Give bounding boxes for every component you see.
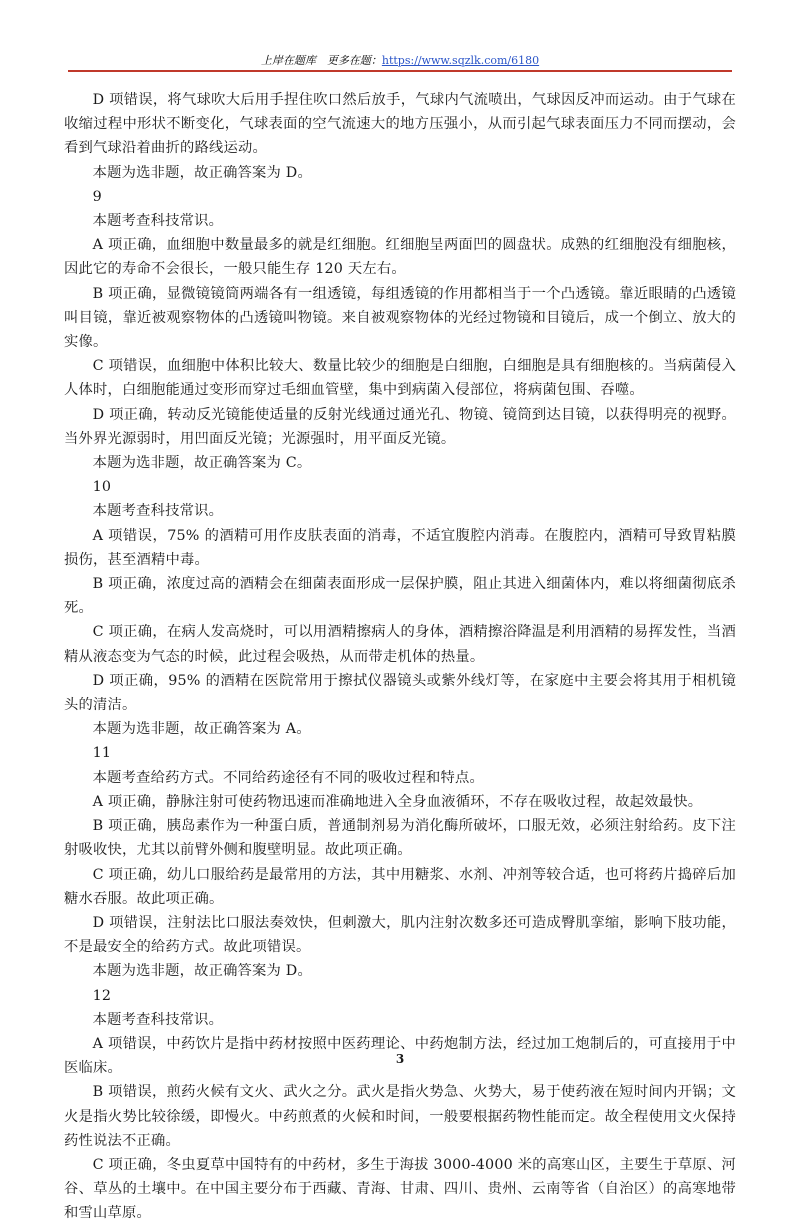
paragraph: B 项正确，胰岛素作为一种蛋白质，普通制剂易为消化酶所破坏，口服无效，必须注射给药。皮下注射吸收快，尤其以前臂外侧和腹壁明显。故此项正确。 xyxy=(64,818,736,859)
header-link[interactable]: https://www.sqzlk.com/6180 xyxy=(381,54,540,67)
paragraph: C 项正确，冬虫夏草中国特有的中药材，多生于海拔 3000-4000 米的高寒山区，主要生于草原、河谷、草丛的土壤中。在中国主要分布于西藏、青海、甘肃、四川、贵州、云南等省（自治区）的高寒地带和雪山草原。 xyxy=(64,1156,736,1222)
paragraph: A 项正确，静脉注射可使药物迅速而准确地进入全身血液循环，不存在吸收过程，故起效最快。 xyxy=(92,793,703,810)
paragraph: C 项正确，幼儿口服给药是最常用的方法，其中用糖浆、水剂、冲剂等较合适，也可将药片捣碎后加糖水吞服。故此项正确。 xyxy=(64,866,736,907)
paragraph: 本题考查科技常识。 xyxy=(92,1011,224,1028)
paragraph: B 项正确，显微镜镜筒两端各有一组透镜，每组透镜的作用都相当于一个凸透镜。靠近眼睛的凸透镜叫目镜，靠近被观察物体的凸透镜叫物镜。来自被观察物体的光经过物镜和目镜后，成一个倒立、放大的实像。 xyxy=(64,285,736,351)
question-number: 11 xyxy=(92,745,112,762)
paragraph: 本题考查科技常识。 xyxy=(92,213,224,230)
paragraph: D 项正确，95% 的酒精在医院常用于擦拭仪器镜头或紫外线灯等，在家庭中主要会将其用于相机镜头的清洁。 xyxy=(64,672,736,714)
paragraph: D 项错误，注射法比口服法奏效快，但刺激大，肌内注射次数多还可造成臀肌挛缩，影响下肢功能，不是最安全的给药方式。故此项错误。 xyxy=(64,914,736,956)
paragraph: B 项正确，浓度过高的酒精会在细菌表面形成一层保护膜，阻止其进入细菌体内，难以将细菌彻底杀死。 xyxy=(64,576,736,617)
paragraph: 本题考查科技常识。 xyxy=(92,503,224,520)
paragraph: A 项错误，75% 的酒精可用作皮肤表面的消毒，不适宜腹腔内消毒。在腹腔内，酒精可导致胃粘膜损伤，甚至酒精中毒。 xyxy=(64,527,736,568)
paragraph: D 项正确，转动反光镜能使适量的反射光线通过通光孔、物镜、镜筒到达目镜，以获得明亮的视野。当外界光源弱时，用凹面反光镜；光源强时，用平面反光镜。 xyxy=(64,406,736,447)
paragraph: 本题为选非题，故正确答案为 D。 xyxy=(92,963,312,980)
paragraph: C 项错误，血细胞中体积比较大、数量比较少的细胞是白细胞，白细胞是具有细胞核的。当病菌侵入人体时，白细胞能通过变形而穿过毛细血管壁，集中到病菌入侵部位，将病菌包围、吞噬。 xyxy=(64,358,736,399)
paragraph: 本题考查给药方式。不同给药途径有不同的吸收过程和特点。 xyxy=(92,769,485,786)
question-number: 12 xyxy=(92,987,112,1004)
paragraph: A 项错误，中药饮片是指中药材按照中医药理论、中药炮制方法，经过加工炮制后的，可直接用于中医临床。 xyxy=(64,1035,736,1077)
paragraph: 本题为选非题，故正确答案为 A。 xyxy=(92,721,311,738)
paragraph: C 项正确，在病人发高烧时，可以用酒精擦病人的身体，酒精擦浴降温是利用酒精的易挥发性，当酒精从液态变为气态的时候，此过程会吸热，从而带走机体的热量。 xyxy=(64,624,736,665)
paragraph: D 项错误，将气球吹大后用手捏住吹口然后放手，气球内气流喷出，气球因反冲而运动。由于气球在收缩过程中形状不断变化，气球表面的空气流速大的地方压强小，从而引起气球表面压力不同而摆动，会看到气球沿着曲折的路线运动。 xyxy=(64,92,736,157)
page-header xyxy=(68,52,732,68)
question-number: 9 xyxy=(92,188,102,205)
header-text: 上岸在题库 更多在题： xyxy=(260,54,382,67)
paragraph: B 项错误，煎药火候有文火、武火之分。武火是指火势急、火势大，易于使药液在短时间内开锅；文火是指火势比较徐缓，即慢火。中药煎煮的火候和时间，一般要根据药物性能而定。故全程使用文火保持药性说法不正确。 xyxy=(64,1084,736,1149)
question-number: 10 xyxy=(92,479,112,496)
paragraph: A 项正确，血细胞中数量最多的就是红细胞。红细胞呈两面凹的圆盘状。成熟的红细胞没有细胞核，因此它的寿命不会很长，一般只能生存 120 天左右。 xyxy=(64,237,736,278)
paragraph: 本题为选非题，故正确答案为 C。 xyxy=(92,455,312,472)
paragraph: 本题为选非题，故正确答案为 D。 xyxy=(92,164,312,181)
header-divider xyxy=(68,70,732,72)
page-number: 3 xyxy=(395,1052,405,1066)
